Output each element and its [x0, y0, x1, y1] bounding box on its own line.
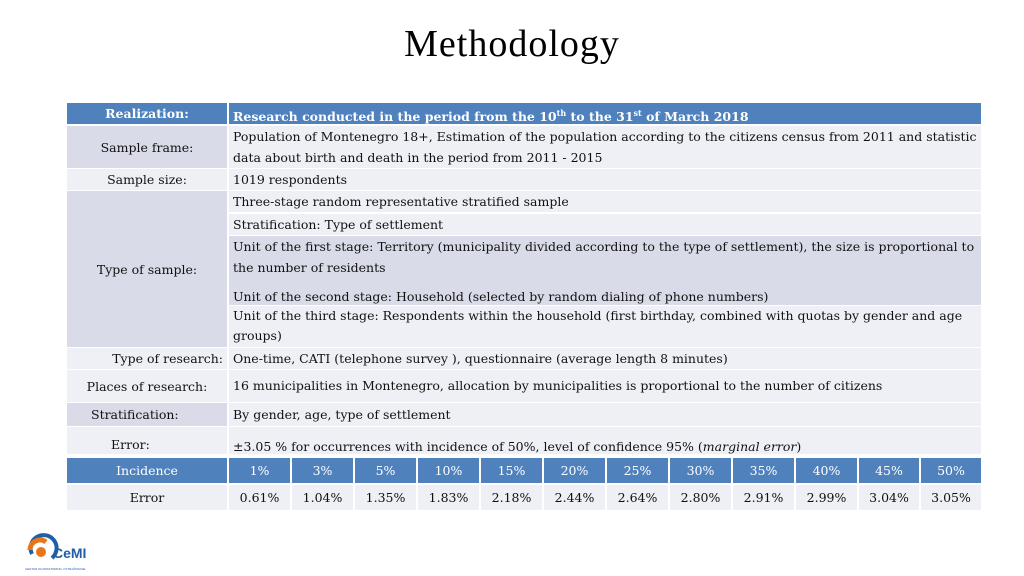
- logo-subtext: CENTAR ZA MONITORING I ISTRAŽIVANJE: [25, 567, 86, 571]
- error-cell: 1.83%: [416, 485, 479, 510]
- incidence-cell: 45%: [857, 458, 919, 483]
- incidence-cell: 50%: [919, 458, 981, 483]
- label-sample-frame: Sample frame:: [67, 126, 227, 168]
- error-cell: 3.04%: [857, 485, 919, 510]
- value-sample-frame: Population of Montenegro 18+, Estimation of the population according to the citizens census from 2011 and statistic data about birth and death in the period from 2011 - 2015: [229, 126, 981, 168]
- row-type-of-sample: [67, 191, 981, 347]
- error-cell: 2.18%: [479, 485, 542, 510]
- row-error: [67, 427, 981, 454]
- error-cell: 1.35%: [353, 485, 416, 510]
- error-cell: 0.61%: [227, 485, 290, 510]
- error-row-label: Error: [129, 490, 165, 505]
- error-cell: 2.99%: [794, 485, 857, 510]
- value-error: [229, 427, 981, 454]
- type-of-sample-item-2: Stratification: Type of settlement: [229, 214, 981, 235]
- type-of-sample-item-3: Unit of the first stage: Territory (municipality divided according to the type of settlement), the size is proportional to the number of residents: [229, 236, 981, 288]
- value-places: 16 municipalities in Montenegro, allocation by municipalities is proportional to the number of citizens: [229, 370, 981, 402]
- incidence-cell: 20%: [542, 458, 605, 483]
- error-text-post: ): [796, 439, 802, 454]
- label-type-of-research: Type of research:: [67, 348, 227, 369]
- row-stratification: [67, 403, 981, 426]
- label-stratification: Stratification:: [67, 403, 227, 426]
- incidence-cell: 5%: [353, 458, 416, 483]
- error-cell: 2.80%: [668, 485, 731, 510]
- logo-text: CeMI: [53, 545, 87, 561]
- incidence-label: Incidence: [116, 463, 178, 478]
- incidence-cell: 40%: [794, 458, 857, 483]
- label-sample-size: Sample size:: [67, 169, 227, 190]
- incidence-cell: 35%: [731, 458, 794, 483]
- incidence-header-row: [67, 458, 981, 483]
- type-of-sample-item-1: Three-stage random representative stratified sample: [229, 191, 981, 212]
- realization-text-mid: to the 31: [566, 109, 634, 125]
- row-sample-frame: [67, 126, 981, 168]
- error-cell: 1.04%: [290, 485, 353, 510]
- label-places: Places of research:: [67, 370, 227, 402]
- label-error: Error:: [67, 427, 227, 454]
- type-of-sample-item-4: Unit of the second stage: Household (selected by random dialing of phone numbers): [229, 288, 981, 305]
- error-cell: 2.64%: [605, 485, 668, 510]
- cemi-logo-icon: [22, 528, 102, 572]
- incidence-cell: 3%: [290, 458, 353, 483]
- incidence-cell: 15%: [479, 458, 542, 483]
- row-type-of-research: [67, 348, 981, 369]
- value-sample-size: 1019 respondents: [229, 169, 981, 190]
- error-values-row: [67, 485, 981, 510]
- methodology-table: [67, 103, 981, 454]
- realization-sup-th: th: [556, 108, 567, 118]
- value-realization: [229, 103, 981, 124]
- realization-text-post: of March 2018: [641, 109, 749, 125]
- label-realization: Realization:: [105, 106, 189, 121]
- row-sample-size: [67, 169, 981, 190]
- error-cell: 3.05%: [919, 485, 981, 510]
- error-cell: 2.91%: [731, 485, 794, 510]
- incidence-cell: 25%: [605, 458, 668, 483]
- incidence-cell: 10%: [416, 458, 479, 483]
- incidence-cell: 30%: [668, 458, 731, 483]
- row-realization: [67, 103, 981, 124]
- value-stratification: By gender, age, type of settlement: [229, 403, 981, 426]
- incidence-cell: 1%: [227, 458, 290, 483]
- label-type-of-sample: Type of sample:: [67, 191, 227, 347]
- error-cell: 2.44%: [542, 485, 605, 510]
- value-type-of-research: One-time, CATI (telephone survey ), questionnaire (average length 8 minutes): [229, 348, 981, 369]
- cemi-logo: [22, 528, 102, 572]
- error-text-italic: marginal error: [702, 439, 797, 454]
- page-title: Methodology: [404, 23, 620, 65]
- row-places: [67, 370, 981, 402]
- realization-text-pre: Research conducted in the period from the 10: [233, 109, 557, 125]
- error-text-pre: ±3.05 % for occurrences with incidence of 50%, level of confidence 95% (: [233, 439, 703, 454]
- realization-sup-st: st: [633, 108, 642, 118]
- type-of-sample-item-5: Unit of the third stage: Respondents within the household (first birthday, combined with quotas by gender and age groups): [229, 306, 981, 347]
